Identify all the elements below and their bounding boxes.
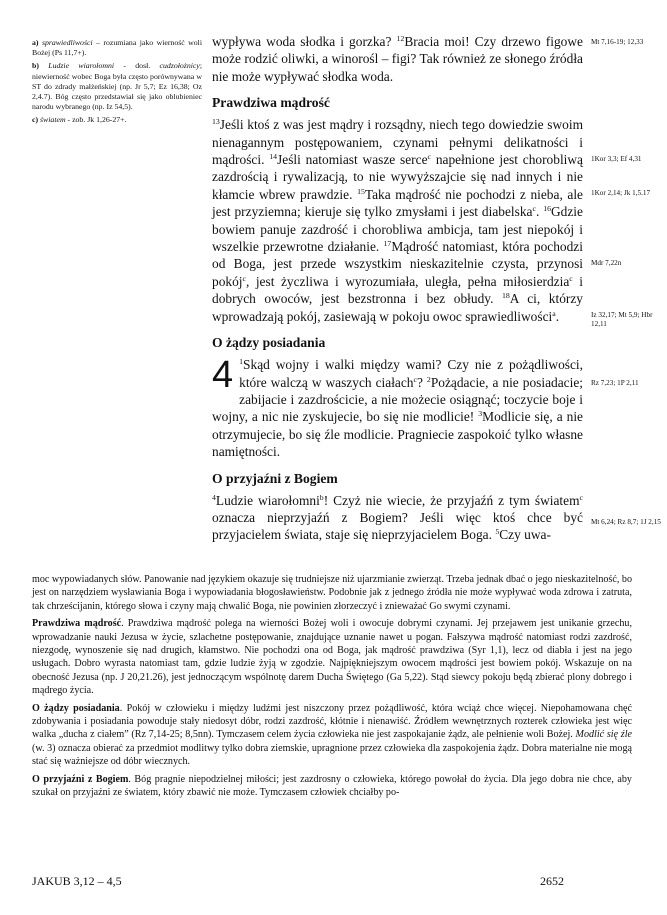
margin-ref: Rz 7,23; 1P 2,11 xyxy=(591,379,639,387)
page-number: 2652 xyxy=(540,874,564,888)
commentary-paragraph: moc wypowiadanych słów. Panowanie nad językiem okazuje się trudniejsze niż ujarzmianie zwierząt. Trzeba jednak dbać o jego nieskazitelność, bo jest on narzędziem wysławiania Boga i wypowiadania błogosławieństw. Podobnie jak z jednego źródła nie może wypływać woda zdrowa i zatruta, tak chrześcijanin, którego słowa i czyny mają chwalić Boga, nie powinien złorzeczyć i znieważać Go swymi czynami. xyxy=(32,574,632,612)
section-heading-friendship: O przyjaźni z Bogiem xyxy=(212,470,338,486)
margin-ref: Mt 7,16-19; 12,33 xyxy=(591,38,644,46)
running-footer-book: JAKUB 3,12 – 4,5 xyxy=(32,874,122,888)
footnote-c: c) światem - zob. Jk 1,26-27+. xyxy=(32,115,127,125)
section-heading-desire: O żądzy posiadania xyxy=(212,335,326,351)
margin-ref: Mt 6,24; Rz 8,7; 1J 2,15 xyxy=(591,518,661,526)
footnote-a: a) sprawiedliwości – rozumiana jako wierność woli Bożej (Ps 11,7+). xyxy=(32,38,203,58)
verse-block-2: $^{13}$Jeśli ktoś z was jest mądry i rozsądny, niech tego dowiedzie swoim nienagannym postępowaniem, czynami pełnymi delikatności i mądrości. $^{14}$Jeśli natomiast wasze serce$^c$ napełnione jest chorobliwą zazdrością i rywalizacją, to nie wywyższajcie się nad innych i nie kłamcie wbrew prawdzie. $^{15}$Taka mądrość nie pochodzi z nieba, ale jest przyziemna; kieruje się tylko zmysłami i jest diabelska$^c$. $^{16}$Gdzie bowiem panuje zazdrość i chorobliwa ambicja, tam jest niepokój i wszelkie przewrotne działanie. $^{17}$Mądrość natomiast, która pochodzi od Boga, jest przede wszystkim nieskazitelnie czysta, przynosi pokój$^c$, jest życzliwa i wyrozumiała, uległa, pełna miłosierdzia$^c$ i dobrych owoców, jest bezstronna i bez obłudy. $^{18}$A ci, którzy wprowadzają pokój, zasiewają w pokoju owoc sprawiedliwości$^a$. xyxy=(212,117,583,324)
section-heading-wisdom: Prawdziwa mądrość xyxy=(212,95,330,111)
commentary-paragraph: Prawdziwa mądrość. Prawdziwa mądrość polega na wierności Bożej woli i owocuje dobrymi czynami. Jej przejawem jest unikanie grzechu, wprowadzanie nauki Jezusa w życie, szlachetne postępowanie, znajdujące uznanie nawet u pogan. Fałszywa mądrość natomiast rodzi zazdrość, niezgodę, wynoszenie się nad drugich, kłamstwo. Nie pochodzi ona od Boga, jak mądrość prawdziwa (Syr 1,1), lecz od diabła i jest na jego usługach. Dobro wyrasta natomiast tam, gdzie ludzie żyją w zgodzie. Najpiękniejszym owocem mądrości jest bowiem pokój. Wskazuje on na obecność Jezusa (np. J 20,21.26), jest jednoczącym wspólnotę darem Ducha Świętego (Ga 5,22). Stąd siewcy pokoju będą zbierać plony dobrego i mądrego życia. xyxy=(32,618,633,697)
margin-ref: Mdr 7,22n xyxy=(591,259,622,267)
margin-ref: 1Kor 3,3; Ef 4,31 xyxy=(591,155,642,163)
margin-ref: 1Kor 2,14; Jk 1,5.17 xyxy=(591,189,651,197)
footnote-b: b) Ludzie wiarołomni - dosł. cudzołożnicy; niewierność wobec Boga była często porównywana w ST do zdrady małżeńskiej (np. Jr 5,7; Ez 16,38; Oz 2,4.7). Bóg często przedstawiał się jako oblubieniec narodu wybranego (np. Iz 54,5). xyxy=(32,61,202,112)
verse-block-1: wypływa woda słodka i gorzka? $^{12}$Bracia moi! Czy drzewo figowe może rodzić oliwki, a winorośl – figi? Tak również ze słonego źródła nie może wypływać słodka woda. xyxy=(212,34,583,84)
verse-block-4: $^4$Ludzie wiarołomni$^b$! Czyż nie wiecie, że przyjaźń z tym światem$^c$ oznacza nieprzyjaźń z Bogiem? Jeśli więc ktoś chce być przyjacielem świata, staje się nieprzyjacielem Boga. $^5$Czy uwa- xyxy=(212,492,583,543)
verse-block-3: 4 $^1$Skąd wojny i walki między wami? Czy nie z pożądliwości, które walczą w waszych ciałach$^c$? $^2$Pożądacie, a nie posiadacie; zabijacie i zazdrościcie, a nie możecie osiągnąć; toczycie boje i wojny, a nic nie zyskujecie, bo się nie modlicie! $^3$Modlicie się, a nie otrzymujecie, bo się źle modlicie. Pragniecie zaspokoić tylko własne namiętności. xyxy=(212,354,583,460)
commentary-paragraph: O przyjaźni z Bogiem. Bóg pragnie niepodzielnej miłości; jest zazdrosny o człowieka, którego powołał do życia. Dla jego dobra nie chce, aby szukał on przyjaźni ze światem, który zbawić nie może. Tymczasem człowiek chciałby po- xyxy=(32,773,632,799)
scripture-text xyxy=(212,33,583,544)
footnotes xyxy=(32,38,202,129)
commentary xyxy=(32,573,632,804)
chapter-number: 4 xyxy=(212,354,234,397)
commentary-paragraph: O żądzy posiadania. Pokój w człowieku i między ludźmi jest niszczony przez pożądliwość, która wciąż chce więcej. Niepohamowana chęć zdobywania i posiadania powoduje stały niedosyt dóbr, rodzi zazdrość, kłótnie i nienawiść. Źródłem wewnętrznych rozterek człowieka jest więc walka „ducha z ciałem” (Rz 7,14-25; 8,5nn). Tymczasem celem życia człowieka nie jest zaspokajanie żądz, ale pełnienie woli Bożej. Modlić się źle (w. 3) oznacza obierać za przedmiot modlitwy tylko dobra ziemskie, upragnione przez człowieka dla zaspokojenia żądz. Dobra materialne nie mogą stać się ważniejsze od dóbr wiecznych. xyxy=(32,702,632,768)
margin-ref: Iz 32,17; Mt 5,9; Hbr 12,11 xyxy=(591,311,653,328)
